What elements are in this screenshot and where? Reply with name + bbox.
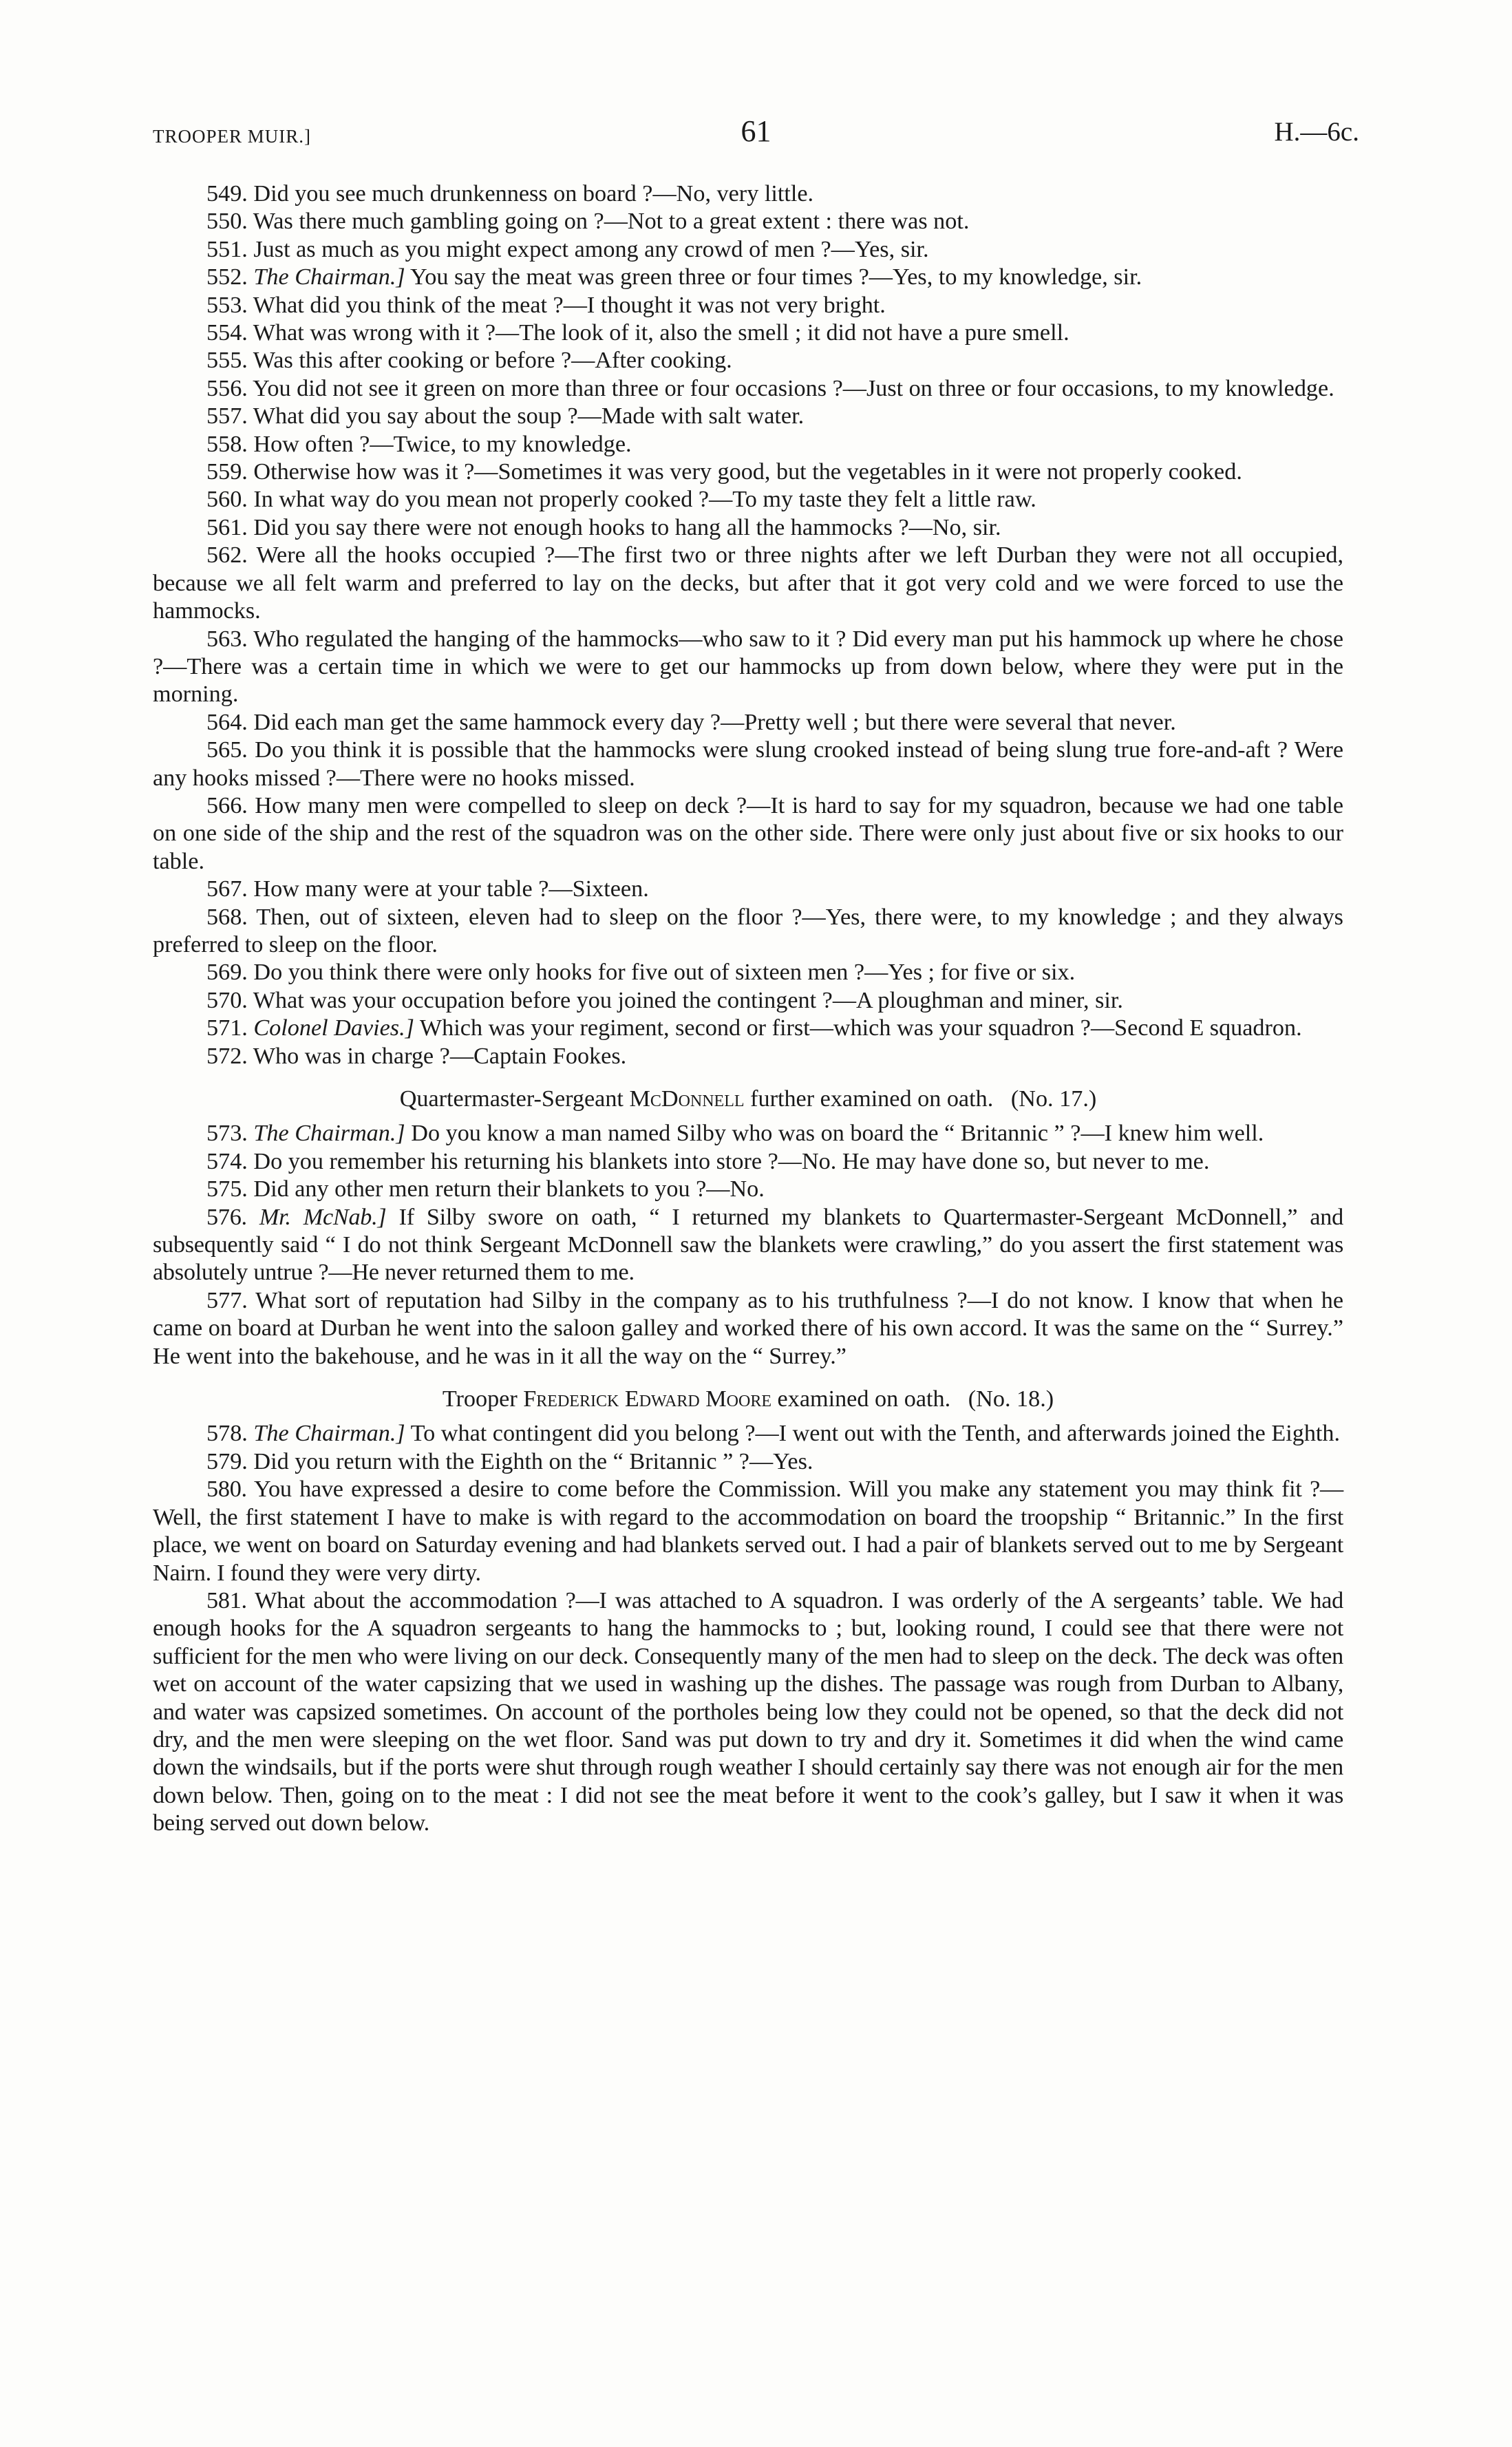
- question-566: 566. How many men were compelled to sleep on deck ?—It is hard to say for my squadron, because we had one table on one side of the ship and the rest of the squadron was on the other side. There were only just about five or six hooks to our table.: [153, 792, 1343, 874]
- question-573: 573. The Chairman.] Do you know a man named Silby who was on board the “ Britannic ” ?—I knew him well.: [206, 1121, 1264, 1147]
- question-580: 580. You have expressed a desire to come before the Commission. Will you make any statement you may think fit ?—Well, the first statement I have to make is with regard to the accommodation on board the troopship “ Britannic.” In the first place, we went on board on Saturday evening and had blankets served out. I had a pair of blankets served out to me by Sergeant Nairn. I found they were very dirty.: [153, 1476, 1343, 1586]
- question-576: 576. Mr. McNab.] If Silby swore on oath, “ I returned my blankets to Quartermaster-Sergeant McDonnell,” and subsequently said “ I do not think Sergeant McDonnell saw the blankets were crawling,” do you assert the first statement was absolutely untrue ?—He never returned them to me.: [153, 1204, 1343, 1286]
- question-561: 561. Did you say there were not enough hooks to hang all the hammocks ?—No, sir.: [206, 514, 1001, 540]
- speaker: The Chairman.]: [253, 1421, 405, 1447]
- question-553: 553. What did you think of the meat ?—I thought it was not very bright.: [206, 292, 886, 318]
- question-556: 556. You did not see it green on more than three or four occasions ?—Just on three or four occasions, to my knowledge.: [206, 375, 1334, 401]
- question-559: 559. Otherwise how was it ?—Sometimes it was very good, but the vegetables in it were not properly cooked.: [206, 459, 1242, 485]
- question-552: 552. The Chairman.] You say the meat was green three or four times ?—Yes, to my knowledge, sir.: [206, 264, 1142, 290]
- witness-number: (No. 17.): [1010, 1086, 1097, 1112]
- question-551: 551. Just as much as you might expect among any crowd of men ?—Yes, sir.: [206, 236, 929, 262]
- question-562: 562. Were all the hooks occupied ?—The first two or three nights after we left Durban they were not all occupied, because we all felt warm and preferred to lay on the decks, but after that it got very cold and we were forced to use the hammocks.: [153, 542, 1343, 624]
- question-565: 565. Do you think it is possible that the hammocks were slung crooked instead of being slung true fore-and-aft ? Were any hooks missed ?—There were no hooks missed.: [153, 737, 1344, 791]
- witness-name: McDonnell: [629, 1086, 745, 1112]
- page-number: 61: [741, 114, 771, 148]
- question-570: 570. What was your occupation before you joined the contingent ?—A ploughman and miner, sir.: [206, 987, 1123, 1013]
- running-head: TROOPER MUIR.]: [153, 126, 312, 147]
- speaker: The Chairman.]: [253, 264, 405, 290]
- witness-heading: Trooper Frederick Edward Moore examined on oath. (No. 18.): [442, 1386, 1054, 1412]
- question-554: 554. What was wrong with it ?—The look of it, also the smell ; it did not have a pure smell.: [206, 320, 1069, 346]
- question-581: 581. What about the accommodation ?—I was attached to A squadron. I was orderly of the A sergeants’ table. We had enough hooks for the A squadron sergeants to hang the hammocks to ; but, looking round, I could see that there were not sufficient for the men who were living on our deck. Consequently many of the men had to sleep on the deck. The deck was often wet on account of the water capsizing that we used in washing up the dishes. The passage was rough from Durban to Albany, and water was capsized sometimes. On account of the portholes being low they could not be opened, so that the deck did not dry, and the men were sleeping on the wet floor. Sand was put down to try and dry it. Sometimes it did when the wind came down the windsails, but if the ports were shut through rough weather I should certainly say there was not enough air for the men down below. Then, going on to the meat : I did not see the meat before it went to the cook’s galley, but I saw it when it was being served out down below.: [153, 1587, 1343, 1836]
- question-557: 557. What did you say about the soup ?—Made with salt water.: [206, 403, 805, 430]
- question-549: 549. Did you see much drunkenness on board ?—No, very little.: [206, 181, 814, 206]
- question-575: 575. Did any other men return their blankets to you ?—No.: [206, 1176, 765, 1203]
- question-574: 574. Do you remember his returning his blankets into store ?—No. He may have done so, but never to me.: [206, 1148, 1210, 1174]
- question-550: 550. Was there much gambling going on ?—Not to a great extent : there was not.: [206, 209, 970, 235]
- question-577: 577. What sort of reputation had Silby in the company as to his truthfulness ?—I do not know. I know that when he came on board at Durban he went into the saloon galley and worked there of his own accord. It was the same on the “ Surrey.” He went into the bakehouse, and he was in it all the way on the “ Surrey.”: [153, 1287, 1344, 1369]
- page-body: [153, 180, 1343, 1838]
- witness-heading: Quartermaster-Sergeant McDonnell further examined on oath. (No. 17.): [399, 1086, 1097, 1112]
- question-567: 567. How many were at your table ?—Sixteen.: [206, 876, 649, 902]
- question-571: 571. Colonel Davies.] Which was your regiment, second or first—which was your squadron ?—Second E squadron.: [206, 1015, 1302, 1041]
- speaker: The Chairman.]: [253, 1121, 405, 1147]
- question-572: 572. Who was in charge ?—Captain Fookes.: [206, 1043, 627, 1069]
- question-564: 564. Did each man get the same hammock every day ?—Pretty well ; but there were several that never.: [206, 709, 1176, 735]
- question-579: 579. Did you return with the Eighth on the “ Britannic ” ?—Yes.: [206, 1448, 813, 1474]
- question-578: 578. The Chairman.] To what contingent did you belong ?—I went out with the Tenth, and afterwards joined the Eighth.: [206, 1421, 1341, 1447]
- question-558: 558. How often ?—Twice, to my knowledge.: [206, 431, 632, 457]
- page-header: [153, 114, 1359, 162]
- document-code: H.—6c.: [1274, 117, 1359, 147]
- witness-name: Frederick Edward Moore: [523, 1386, 771, 1412]
- question-569: 569. Do you think there were only hooks for five out of sixteen men ?—Yes ; for five or six.: [206, 960, 1076, 986]
- speaker: Mr. McNab.]: [259, 1204, 387, 1230]
- speaker: Colonel Davies.]: [253, 1015, 414, 1041]
- question-563: 563. Who regulated the hanging of the hammocks—who saw to it ? Did every man put his hammock up where he chose ?—There was a certain time in which we were to get our hammocks up from down below, where they were put in the morning.: [153, 626, 1343, 708]
- question-555: 555. Was this after cooking or before ?—After cooking.: [206, 348, 732, 374]
- question-560: 560. In what way do you mean not properly cooked ?—To my taste they felt a little raw.: [206, 487, 1036, 513]
- question-568: 568. Then, out of sixteen, eleven had to sleep on the floor ?—Yes, there were, to my knowledge ; and they always preferred to sleep on the floor.: [153, 904, 1343, 957]
- witness-number: (No. 18.): [968, 1386, 1054, 1412]
